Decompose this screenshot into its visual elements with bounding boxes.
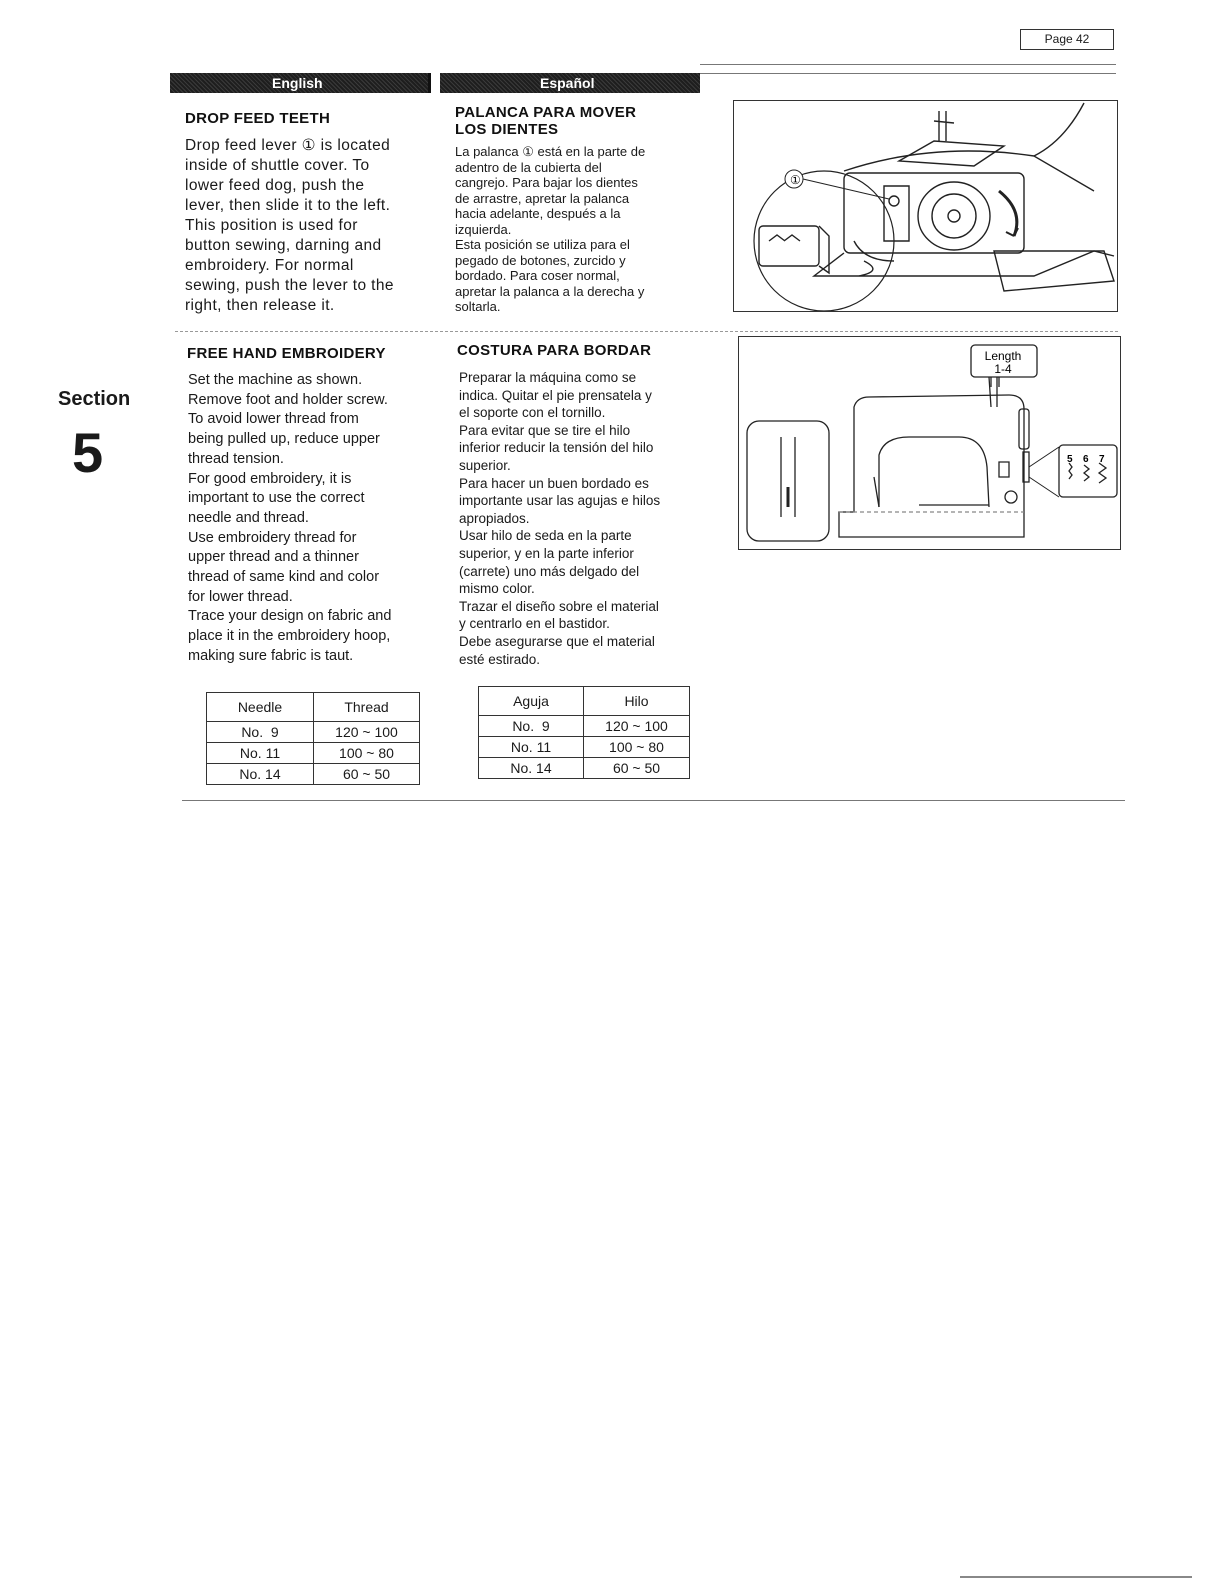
text-line: Set the machine as shown.: [188, 372, 363, 388]
text-line: lower feed dog, push the: [185, 177, 365, 194]
text-line: sewing, push the lever to the: [185, 277, 394, 294]
text-line: right, then release it.: [185, 297, 335, 314]
text-line: Use embroidery thread for: [188, 529, 357, 546]
table-cell: 60 ~ 50: [584, 758, 690, 779]
callout-number: ①: [790, 173, 801, 187]
text-line: y centrarlo en el bastidor.: [459, 616, 610, 632]
mid-rule: [175, 331, 1118, 332]
embroidery-text-en: [188, 371, 433, 667]
text-line: de arrastre, apretar la palanca: [455, 190, 630, 206]
table-row: [207, 764, 420, 785]
text-line: Drop feed lever ① is located: [185, 137, 391, 154]
text-line: embroidery. For normal: [185, 257, 354, 274]
text-line: importante usar las agujas e hilos: [459, 493, 661, 509]
title-line: PALANCA PARA MOVER: [455, 104, 637, 121]
text-line: (carrete) uno más delgado del: [459, 563, 640, 579]
text-line: inferior reducir la tensión del hilo: [459, 440, 654, 456]
length-label: Length: [984, 349, 1022, 363]
table-cell: 120 ~ 100: [314, 722, 420, 743]
table-header: Hilo: [584, 687, 690, 716]
text-line: Trazar el diseño sobre el material: [459, 598, 659, 614]
table-cell: No. 9: [479, 716, 584, 737]
text-line: inside of shuttle cover. To: [185, 157, 370, 174]
text-line: izquierda.: [455, 221, 512, 237]
text-line: el soporte con el tornillo.: [459, 405, 606, 421]
bottom-rule: [182, 800, 1125, 801]
table-cell: 60 ~ 50: [314, 764, 420, 785]
table-header: Aguja: [479, 687, 584, 716]
bar-rule: [700, 73, 1116, 74]
table-cell: No. 9: [207, 722, 314, 743]
text-line: button sewing, darning and: [185, 237, 382, 254]
drop-feed-text-es: [455, 144, 697, 315]
text-line: lever, then slide it to the left.: [185, 197, 391, 214]
text-line: cangrejo. Para bajar los dientes: [455, 175, 638, 190]
dial-number: 6: [1083, 454, 1089, 465]
table-row: [207, 743, 420, 764]
title-line: LOS DIENTES: [455, 121, 559, 138]
length-value: 1-4: [994, 362, 1012, 376]
text-line: superior.: [459, 457, 511, 473]
dial-number: 5: [1067, 454, 1073, 465]
embroidery-text-es: [459, 369, 704, 668]
table-cell: No. 14: [207, 764, 314, 785]
text-line: bordado. Para coser normal,: [455, 268, 620, 283]
text-line: needle and thread.: [188, 509, 309, 526]
table-cell: No. 14: [479, 758, 584, 779]
text-line: Esta posición se utiliza para el: [455, 237, 630, 252]
text-line: upper thread and a thinner: [188, 549, 359, 566]
english-label: English: [272, 75, 323, 91]
table-cell: No. 11: [207, 743, 314, 764]
text-line: Preparar la máquina como se: [459, 370, 637, 385]
text-line: Trace your design on fabric and: [188, 608, 392, 625]
drop-feed-title-en: DROP FEED TEETH: [185, 110, 331, 127]
text-line: important to use the correct: [188, 490, 365, 507]
text-line: making sure fabric is taut.: [188, 647, 354, 664]
text-line: Usar hilo de seda en la parte: [459, 528, 632, 544]
bar-divider: [428, 73, 440, 93]
embroidery-title-es: COSTURA PARA BORDAR: [457, 342, 652, 359]
needle-thread-table-en: [206, 692, 420, 785]
text-line: To avoid lower thread from: [188, 411, 359, 428]
footer-rule: [960, 1576, 1192, 1578]
drop-feed-figure: [733, 100, 1118, 312]
text-line: mismo color.: [459, 581, 535, 597]
table-cell: No. 11: [479, 737, 584, 758]
section-label: Section: [58, 388, 131, 410]
table-cell: 100 ~ 80: [584, 737, 690, 758]
text-line: esté estirado.: [459, 651, 541, 667]
drop-feed-text-en: [185, 136, 430, 316]
text-line: Para evitar que se tire el hilo: [459, 422, 631, 438]
table-header: Thread: [314, 693, 420, 722]
text-line: La palanca ① está en la parte de: [455, 144, 646, 159]
drop-feed-illustration: [734, 101, 1117, 311]
table-header: Needle: [207, 693, 314, 722]
english-bar: [170, 73, 428, 93]
text-line: being pulled up, reduce upper: [188, 431, 380, 448]
drop-feed-title-es: [455, 104, 636, 138]
text-line: superior, y en la parte inferior: [459, 545, 634, 561]
text-line: Para hacer un buen bordado es: [459, 475, 649, 491]
text-line: indica. Quitar el pie prensatela y: [459, 387, 652, 403]
text-line: This position is used for: [185, 217, 358, 234]
table-row: [479, 716, 690, 737]
table-cell: 100 ~ 80: [314, 743, 420, 764]
text-line: pegado de botones, zurcido y: [455, 252, 626, 268]
text-line: apretar la palanca a la derecha y: [455, 283, 645, 299]
text-line: hacia adelante, después a la: [455, 206, 621, 221]
table-row: [479, 737, 690, 758]
section-number: 5: [72, 421, 104, 484]
text-line: for lower thread.: [188, 588, 293, 605]
text-line: adentro de la cubierta del: [455, 159, 602, 175]
table-cell: 120 ~ 100: [584, 716, 690, 737]
table-row: [207, 722, 420, 743]
embroidery-title-en: FREE HAND EMBROIDERY: [187, 345, 386, 362]
text-line: soltarla.: [455, 299, 501, 314]
text-line: Debe asegurarse que el material: [459, 633, 655, 649]
spanish-bar: [440, 73, 700, 93]
text-line: thread tension.: [188, 450, 284, 467]
table-row: [479, 758, 690, 779]
embroidery-figure: [738, 336, 1121, 550]
needle-thread-table-es: [478, 686, 690, 779]
text-line: Remove foot and holder screw.: [188, 391, 388, 408]
text-line: For good embroidery, it is: [188, 470, 352, 487]
top-rule: [700, 64, 1116, 65]
sewing-machine-illustration: [739, 337, 1120, 549]
text-line: place it in the embroidery hoop,: [188, 628, 391, 645]
text-line: thread of same kind and color: [188, 569, 380, 586]
page-number: Page 42: [1020, 29, 1114, 50]
spanish-label: Español: [540, 75, 595, 91]
text-line: apropiados.: [459, 510, 530, 526]
dial-number: 7: [1099, 454, 1105, 465]
